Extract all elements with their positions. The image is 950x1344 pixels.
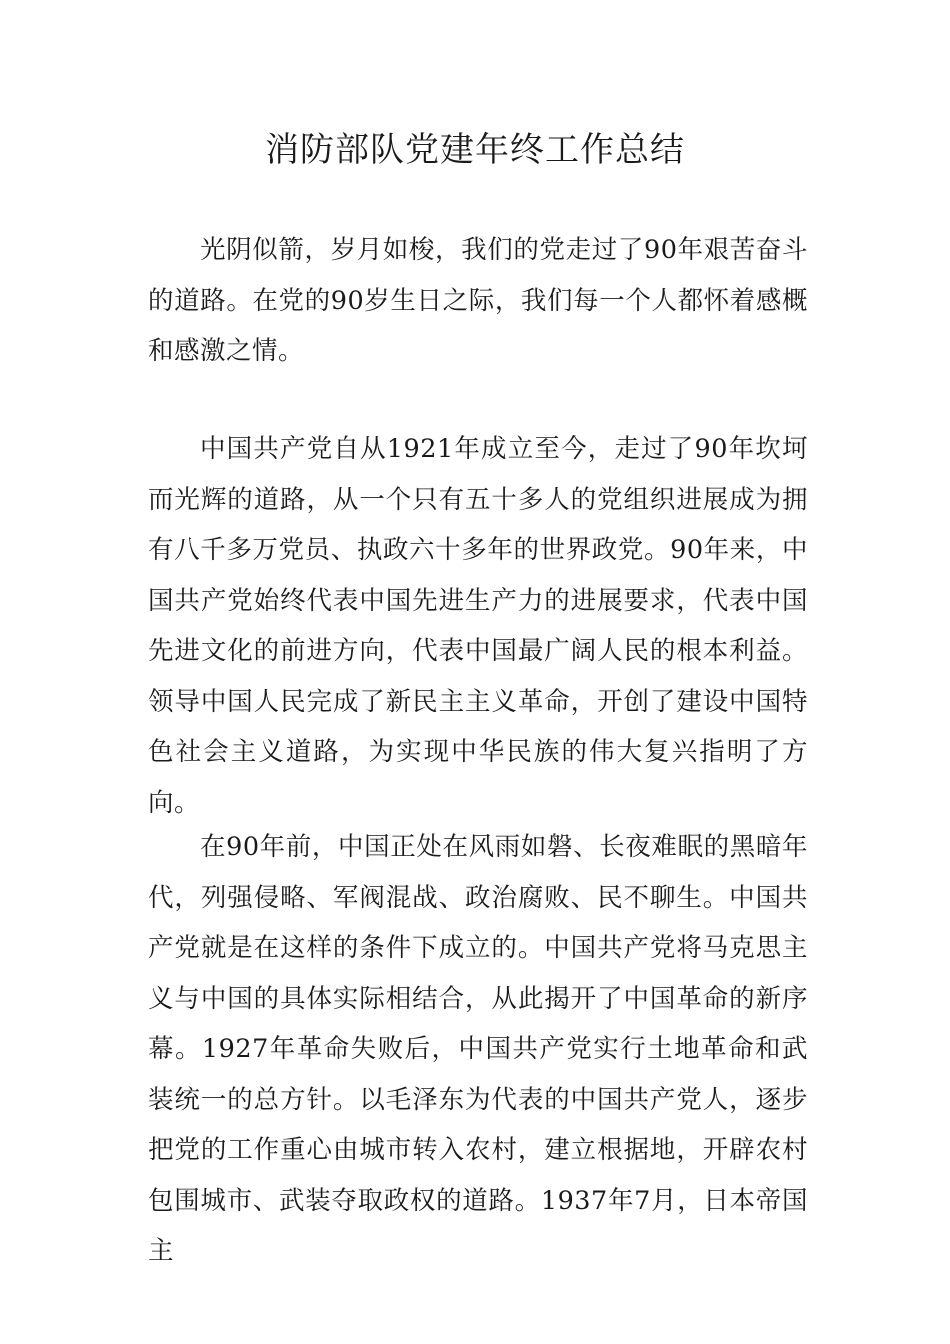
paragraph-3: 在90年前，中国正处在风雨如磐、长夜难眠的黑暗年代，列强侵略、军阀混战、政治腐败、民不聊生。中国共产党就是在这样的条件下成立的。中国共产党将马克思主义与中国的具体实际相结合，从此揭开了中国革命的新序幕。1927年革命失败后，中国共产党实行土地革命和武装统一的总方针。以毛泽东为代表的中国共产党人，逐步把党的工作重心由城市转入农村，建立根据地，开辟农村包围城市、武装夺取政权的道路。1937年7月，日本帝国主: [148, 832, 808, 1266]
paragraph-2: 中国共产党自从1921年成立至今，走过了90年坎坷而光辉的道路，从一个只有五十多人的党组织进展成为拥有八千多万党员、执政六十多年的世界政党。90年来，中国共产党始终代表中国先进生产力的进展要求，代表中国先进文化的前进方向，代表中国最广阔人民的根本利益。领导中国人民完成了新民主主义革命，开创了建设中国特色社会主义道路，为实现中华民族的伟大复兴指明了方向。: [148, 434, 808, 818]
paragraph-1: 光阴似箭，岁月如梭，我们的党走过了90年艰苦奋斗的道路。在党的90岁生日之际，我们每一个人都怀着感概和感激之情。: [148, 235, 808, 366]
page-title: 消防部队党建年终工作总结: [265, 130, 685, 170]
